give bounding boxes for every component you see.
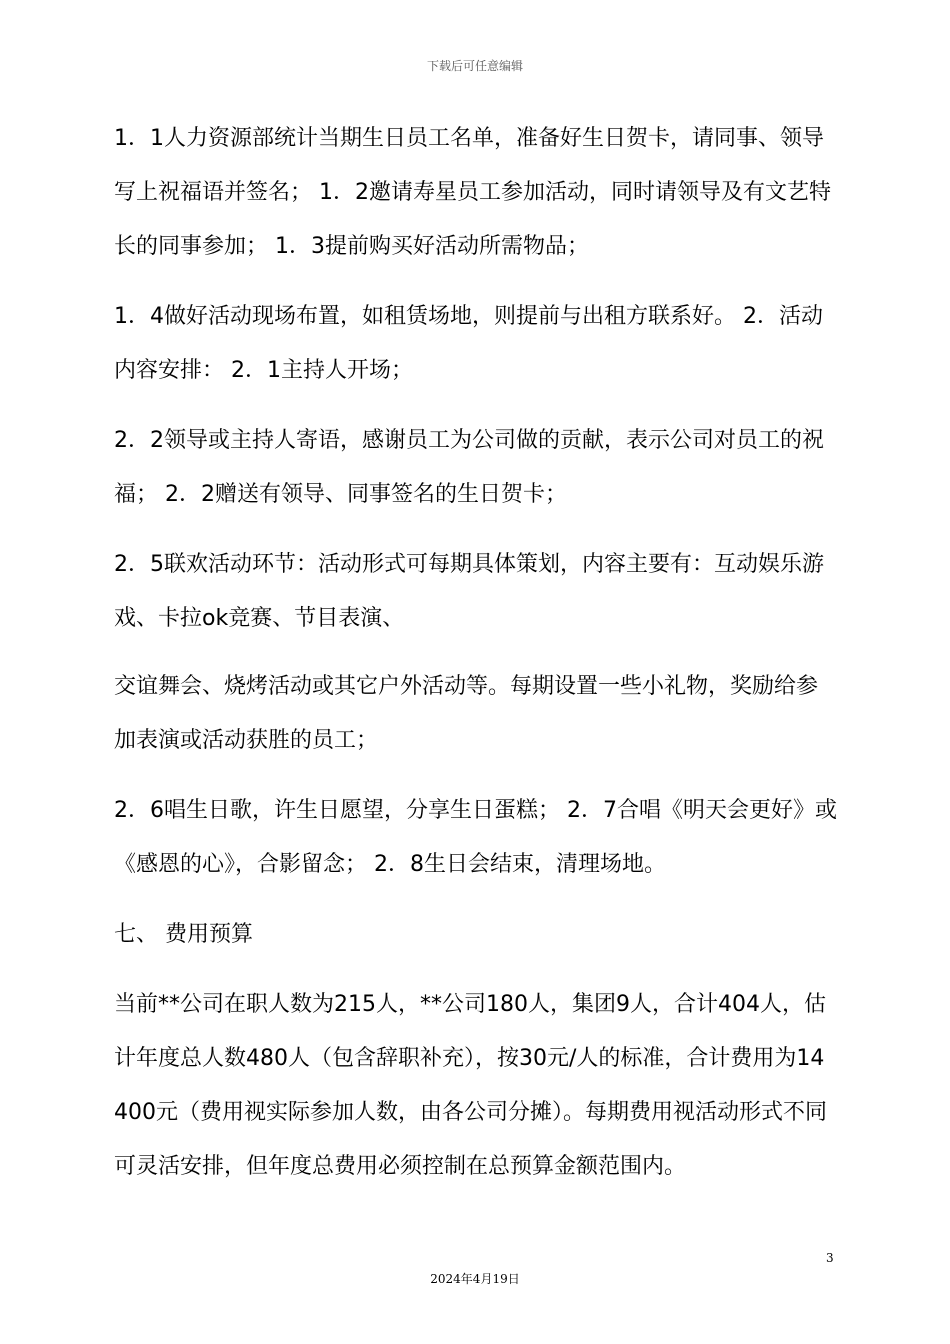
footer-date: 2024年4月19日 <box>430 1272 520 1286</box>
paragraph-preparation: 1．1人力资源部统计当期生日员工名单，准备好生日贺卡，请同事、领导写上祝福语并签名； 1．2邀请寿星员工参加活动，同时请领导及有文艺特长的同事参加； 1．3提前购买好活动所需物品； <box>114 126 831 259</box>
paragraph-leader-speech: 2．2领导或主持人寄语，感谢员工为公司做的贡献，表示公司对员工的祝福； 2．2赠送有领导、同事签名的生日贺卡； <box>114 428 824 507</box>
header-note: 下载后可任意编辑 <box>426 59 523 73</box>
paragraph-party-activities-cont: 交谊舞会、烧烤活动或其它户外活动等。每期设置一些小礼物，奖励给参加表演或活动获胜的员工； <box>114 674 819 753</box>
paragraph-birthday-song: 2．6唱生日歌，许生日愿望，分享生日蛋糕； 2．7合唱《明天会更好》或《感恩的心》，合影留念； 2．8生日会结束，清理场地。 <box>114 798 837 877</box>
page-number: 3 <box>826 1251 834 1265</box>
paragraph-party-activities: 2．5联欢活动环节：活动形式可每期具体策划，内容主要有：互动娱乐游戏、卡拉ok竞赛、节目表演、 <box>114 552 824 631</box>
paragraph-budget-details: 当前**公司在职人数为215人，**公司180人，集团9人，合计404人，估计年度总人数480人（包含辞职补充），按30元/人的标准，合计费用为14400元（费用视实际参加人数，由各公司分摊）。每期费用视活动形式不同可灵活安排，但年度总费用必须控制在总预算金额范围内。 <box>114 992 827 1179</box>
document-body <box>114 112 838 1194</box>
section-heading-budget: 七、 费用预算 <box>114 922 253 947</box>
paragraph-venue-setup: 1．4做好活动现场布置，如租赁场地，则提前与出租方联系好。 2．活动内容安排： 2．1主持人开场； <box>114 304 823 383</box>
